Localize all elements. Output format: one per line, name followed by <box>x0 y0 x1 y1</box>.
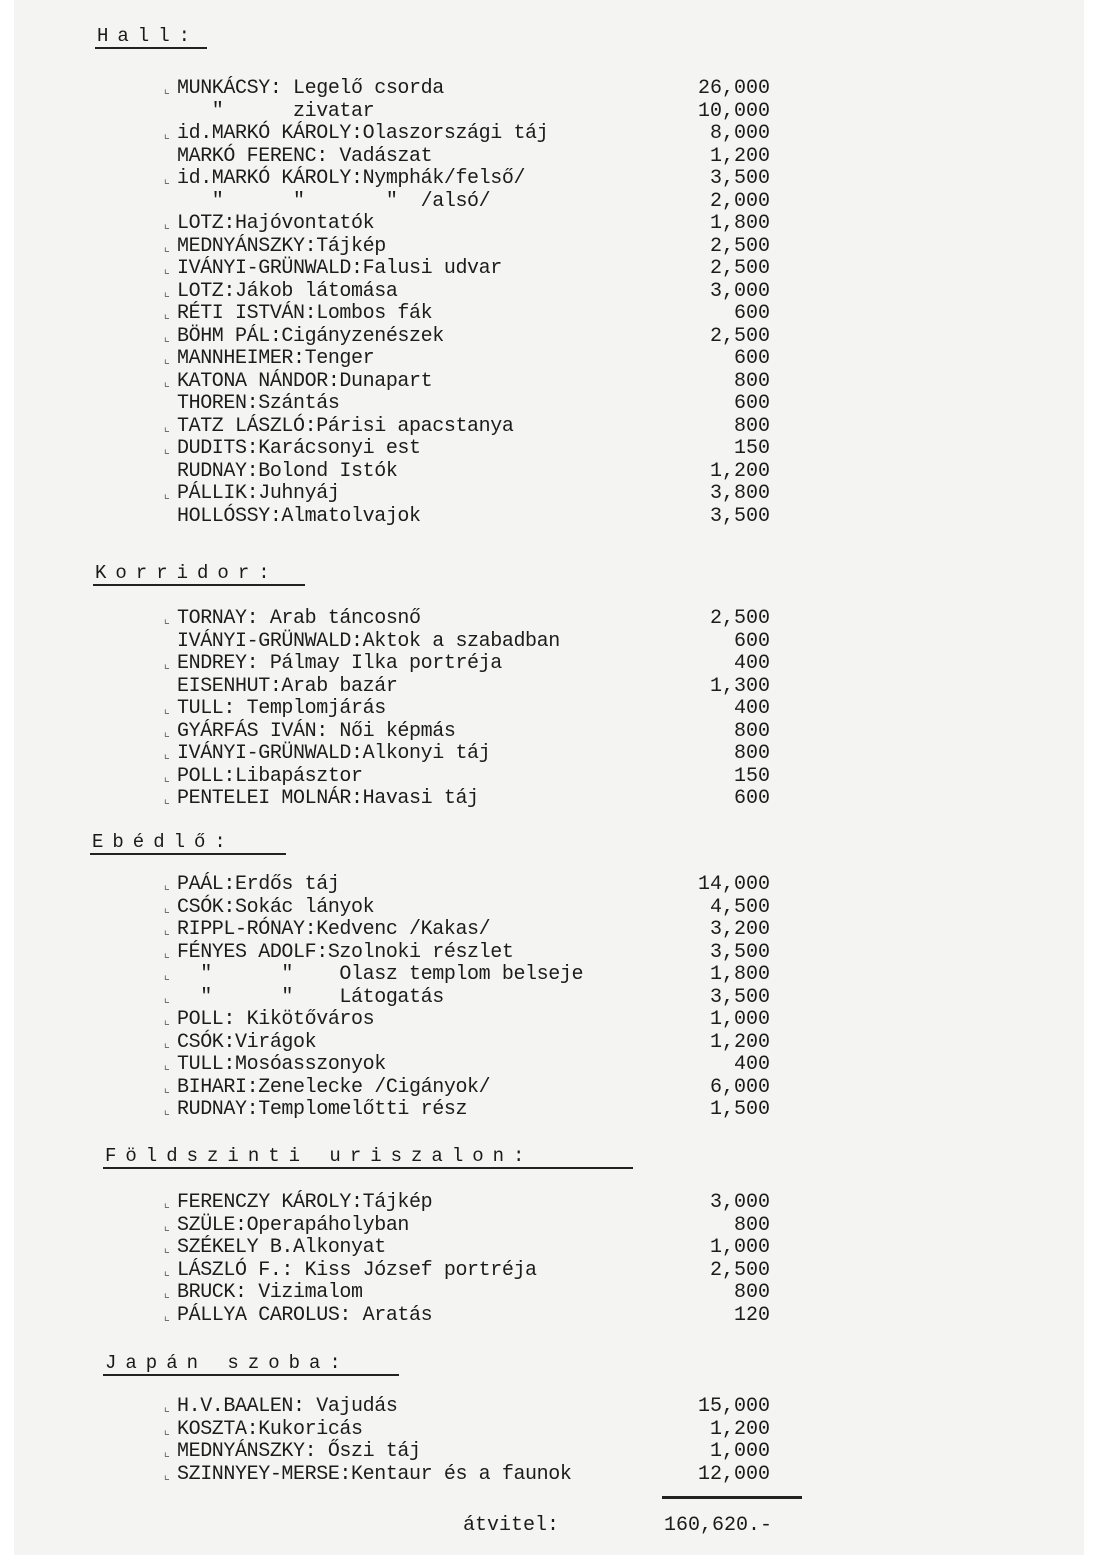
list-item <box>0 608 1100 631</box>
price: 2,000 <box>709 189 770 213</box>
tick-mark-icon: ⌞ <box>163 769 171 785</box>
list-item <box>0 942 1100 965</box>
list-item <box>0 766 1100 789</box>
list-item <box>0 1396 1100 1419</box>
price: 1,500 <box>709 1098 770 1121</box>
price: 600 <box>733 302 770 325</box>
section-underline <box>95 47 207 49</box>
price: 6,000 <box>709 1075 770 1099</box>
tick-mark-icon: ⌞ <box>163 82 171 97</box>
tick-mark-icon: ⌞ <box>163 1308 171 1324</box>
tick-mark-icon: ⌞ <box>163 172 171 187</box>
section-japan-szoba-list <box>0 1396 1100 1486</box>
tick-mark-icon: ⌞ <box>163 1445 171 1460</box>
list-item <box>0 1032 1100 1055</box>
price: 2,500 <box>709 257 770 280</box>
section-title-korridor: Korridor: <box>95 562 279 584</box>
painting-entry: CSÓK:Sokác lányok <box>177 895 375 919</box>
list-item <box>0 483 1100 506</box>
section-underline <box>103 1374 399 1376</box>
tick-mark-icon: ⌞ <box>163 702 171 717</box>
tick-mark-icon: ⌞ <box>163 923 171 938</box>
section-title-foldszinti-uriszalon: Földszinti uriszalon: <box>105 1145 534 1167</box>
list-item <box>0 348 1100 371</box>
list-item <box>0 213 1100 236</box>
list-item <box>0 1282 1100 1305</box>
tick-mark-icon: ⌞ <box>163 900 171 916</box>
price: 3,500 <box>709 167 770 190</box>
list-item <box>0 438 1100 461</box>
list-item <box>0 371 1100 394</box>
list-item <box>0 874 1100 897</box>
price: 150 <box>733 437 770 460</box>
painting-entry: THOREN:Szántás <box>177 392 340 415</box>
price: 800 <box>733 719 770 743</box>
tick-mark-icon: ⌞ <box>163 612 171 627</box>
painting-entry: IVÁNYI-GRÜNWALD:Falusi udvar <box>177 257 502 280</box>
carry-forward-total: 160,620.- <box>664 1514 773 1537</box>
painting-entry: PÁLLYA CAROLUS: Aratás <box>177 1303 433 1327</box>
list-item <box>0 788 1100 811</box>
painting-entry: BÖHM PÁL:Cigányzenészek <box>177 324 444 348</box>
painting-entry: EISENHUT:Arab bazár <box>177 674 398 698</box>
list-item <box>0 168 1100 191</box>
price: 400 <box>733 1053 770 1076</box>
painting-entry: RÉTI ISTVÁN:Lombos fák <box>177 302 433 325</box>
price: 1,200 <box>709 1030 770 1054</box>
tick-mark-icon: ⌞ <box>163 1263 171 1279</box>
price: 2,500 <box>709 1258 770 1282</box>
price: 1,000 <box>709 1440 770 1463</box>
tick-mark-icon: ⌞ <box>163 127 171 142</box>
price: 2,500 <box>709 234 770 258</box>
painting-entry: " " Olasz templom belseje <box>177 963 584 986</box>
price: 1,000 <box>709 1236 770 1259</box>
tick-mark-icon: ⌞ <box>163 1013 171 1028</box>
price: 4,500 <box>709 895 770 919</box>
list-item <box>0 1215 1100 1238</box>
list-item <box>0 258 1100 281</box>
painting-entry: IVÁNYI-GRÜNWALD:Aktok a szabadban <box>177 629 560 653</box>
section-title-ebedlo: Ebédlő: <box>92 831 235 853</box>
price: 1,200 <box>709 459 770 483</box>
price: 800 <box>733 369 770 393</box>
price: 1,200 <box>709 144 770 168</box>
list-item <box>0 281 1100 304</box>
tick-mark-icon: ⌞ <box>163 419 171 435</box>
price: 3,000 <box>709 279 770 303</box>
price: 1,200 <box>709 1417 770 1441</box>
painting-entry: LÁSZLÓ F.: Kiss József portréja <box>177 1258 537 1282</box>
list-item <box>0 78 1100 101</box>
painting-entry: GYÁRFÁS IVÁN: Női képmás <box>177 719 456 743</box>
painting-entry: KOSZTA:Kukoricás <box>177 1417 363 1441</box>
price: 2,500 <box>709 324 770 348</box>
tick-mark-icon: ⌞ <box>163 945 171 961</box>
painting-entry: POLL:Libapásztor <box>177 764 363 788</box>
tick-mark-icon: ⌞ <box>163 487 171 502</box>
section-underline <box>103 1167 633 1169</box>
list-item <box>0 987 1100 1010</box>
price: 600 <box>733 347 770 370</box>
tick-mark-icon: ⌞ <box>163 1035 171 1051</box>
tick-mark-icon: ⌞ <box>163 1103 171 1118</box>
tick-mark-icon: ⌞ <box>163 1241 171 1256</box>
painting-entry: RIPPL-RÓNAY:Kedvenc /Kakas/ <box>177 918 491 941</box>
painting-entry: TORNAY: Arab táncosnő <box>177 607 421 630</box>
price: 1,000 <box>709 1008 770 1031</box>
list-item <box>0 1237 1100 1260</box>
tick-mark-icon: ⌞ <box>163 1218 171 1234</box>
painting-entry: FERENCZY KÁROLY:Tájkép <box>177 1191 433 1214</box>
painting-entry: PAÁL:Erdős táj <box>177 873 340 896</box>
painting-entry: " zivatar <box>177 99 375 123</box>
price: 600 <box>733 392 770 415</box>
price: 1,800 <box>709 212 770 235</box>
price: 10,000 <box>697 99 770 123</box>
list-item <box>0 1077 1100 1100</box>
painting-entry: RUDNAY:Templomelőtti rész <box>177 1098 468 1121</box>
painting-entry: SZÜLE:Operapáholyban <box>177 1213 410 1237</box>
tick-mark-icon: ⌞ <box>163 262 171 277</box>
total-underline <box>662 1496 802 1499</box>
price: 3,200 <box>709 918 770 941</box>
painting-entry: PENTELEI MOLNÁR:Havasi táj <box>177 787 479 810</box>
list-item <box>0 303 1100 326</box>
list-item <box>0 146 1100 169</box>
tick-mark-icon: ⌞ <box>163 442 171 457</box>
tick-mark-icon: ⌞ <box>163 307 171 322</box>
section-title-japan-szoba: Japán szoba: <box>105 1352 350 1374</box>
list-item <box>0 1009 1100 1032</box>
list-item <box>0 919 1100 942</box>
list-item <box>0 1192 1100 1215</box>
price: 1,800 <box>709 963 770 986</box>
list-item <box>0 1419 1100 1442</box>
list-item <box>0 123 1100 146</box>
tick-mark-icon: ⌞ <box>163 239 171 255</box>
painting-entry: TATZ LÁSZLÓ:Párisi apacstanya <box>177 414 514 438</box>
list-item <box>0 897 1100 920</box>
list-item <box>0 326 1100 349</box>
painting-entry: POLL: Kikötőváros <box>177 1008 375 1031</box>
list-item <box>0 1260 1100 1283</box>
price: 14,000 <box>697 873 770 896</box>
painting-entry: SZINNYEY-MERSE:Kentaur és a faunok <box>177 1462 572 1486</box>
list-item <box>0 676 1100 699</box>
list-item <box>0 101 1100 124</box>
tick-mark-icon: ⌞ <box>163 1467 171 1483</box>
tick-mark-icon: ⌞ <box>163 968 171 983</box>
painting-entry: RUDNAY:Bolond Istók <box>177 459 398 483</box>
tick-mark-icon: ⌞ <box>163 1196 171 1211</box>
tick-mark-icon: ⌞ <box>163 878 171 893</box>
list-item <box>0 631 1100 654</box>
painting-entry: ENDREY: Pálmay Ilka portréja <box>177 652 502 675</box>
price: 3,800 <box>709 482 770 505</box>
list-item <box>0 393 1100 416</box>
list-item <box>0 964 1100 987</box>
price: 400 <box>733 697 770 720</box>
painting-entry: SZÉKELY B.Alkonyat <box>177 1236 386 1259</box>
tick-mark-icon: ⌞ <box>163 374 171 390</box>
tick-mark-icon: ⌞ <box>163 990 171 1006</box>
section-title-hall: Hall: <box>97 25 200 47</box>
section-korridor-list <box>0 608 1100 811</box>
painting-entry: BRUCK: Vizimalom <box>177 1281 363 1304</box>
painting-entry: CSÓK:Virágok <box>177 1030 317 1054</box>
section-underline <box>93 584 305 586</box>
list-item <box>0 721 1100 744</box>
price: 3,500 <box>709 985 770 1009</box>
section-underline <box>90 853 286 855</box>
price: 8,000 <box>709 122 770 145</box>
tick-mark-icon: ⌞ <box>163 1286 171 1301</box>
price: 15,000 <box>697 1395 770 1418</box>
price: 3,500 <box>709 940 770 964</box>
price: 600 <box>733 787 770 810</box>
price: 800 <box>733 1213 770 1237</box>
section-uriszalon-list <box>0 1192 1100 1327</box>
price: 150 <box>733 764 770 788</box>
price: 800 <box>733 414 770 438</box>
painting-entry: MARKÓ FERENC: Vadászat <box>177 144 433 168</box>
tick-mark-icon: ⌞ <box>163 352 171 367</box>
price: 12,000 <box>697 1462 770 1486</box>
list-item <box>0 743 1100 766</box>
price: 800 <box>733 742 770 765</box>
price: 600 <box>733 629 770 653</box>
painting-entry: MEDNYÁNSZKY: Őszi táj <box>177 1440 421 1463</box>
painting-entry: H.V.BAALEN: Vajudás <box>177 1395 398 1418</box>
painting-entry: " " Látogatás <box>177 985 444 1009</box>
painting-entry: MEDNYÁNSZKY:Tájkép <box>177 234 386 258</box>
tick-mark-icon: ⌞ <box>163 724 171 740</box>
tick-mark-icon: ⌞ <box>163 329 171 345</box>
tick-mark-icon: ⌞ <box>163 284 171 300</box>
price: 3,000 <box>709 1191 770 1214</box>
tick-mark-icon: ⌞ <box>163 1400 171 1415</box>
section-hall-list <box>0 78 1100 528</box>
price: 1,300 <box>709 674 770 698</box>
painting-entry: IVÁNYI-GRÜNWALD:Alkonyi táj <box>177 742 491 765</box>
painting-entry: KATONA NÁNDOR:Dunapart <box>177 369 433 393</box>
painting-entry: LOTZ:Hajóvontatók <box>177 212 375 235</box>
tick-mark-icon: ⌞ <box>163 657 171 672</box>
list-item <box>0 416 1100 439</box>
price: 400 <box>733 652 770 675</box>
list-item <box>0 1099 1100 1122</box>
list-item <box>0 1305 1100 1328</box>
list-item <box>0 1441 1100 1464</box>
list-item <box>0 698 1100 721</box>
painting-entry: HOLLÓSSY:Almatolvajok <box>177 504 421 528</box>
painting-entry: TULL: Templomjárás <box>177 697 386 720</box>
list-item <box>0 461 1100 484</box>
carry-forward-label: átvitel: <box>463 1514 560 1537</box>
tick-mark-icon: ⌞ <box>163 1058 171 1073</box>
tick-mark-icon: ⌞ <box>163 1422 171 1438</box>
tick-mark-icon: ⌞ <box>163 792 171 807</box>
painting-entry: " " " /alsó/ <box>177 189 491 213</box>
price: 120 <box>733 1303 770 1327</box>
list-item <box>0 506 1100 529</box>
price: 3,500 <box>709 504 770 528</box>
price: 800 <box>733 1281 770 1304</box>
list-item <box>0 653 1100 676</box>
tick-mark-icon: ⌞ <box>163 747 171 762</box>
painting-entry: BIHARI:Zenelecke /Cigányok/ <box>177 1075 491 1099</box>
painting-entry: FÉNYES ADOLF:Szolnoki részlet <box>177 940 514 964</box>
painting-entry: TULL:Mosóasszonyok <box>177 1053 386 1076</box>
painting-entry: MANNHEIMER:Tenger <box>177 347 375 370</box>
painting-entry: DUDITS:Karácsonyi est <box>177 437 421 460</box>
list-item <box>0 1054 1100 1077</box>
list-item <box>0 1464 1100 1487</box>
painting-entry: MUNKÁCSY: Legelő csorda <box>177 77 444 100</box>
price: 2,500 <box>709 607 770 630</box>
section-ebedlo-list <box>0 874 1100 1122</box>
list-item <box>0 236 1100 259</box>
painting-entry: id.MARKÓ KÁROLY:Nymphák/felső/ <box>177 167 526 190</box>
painting-entry: LOTZ:Jákob látomása <box>177 279 398 303</box>
painting-entry: PÁLLIK:Juhnyáj <box>177 482 340 505</box>
price: 26,000 <box>697 77 770 100</box>
tick-mark-icon: ⌞ <box>163 1080 171 1096</box>
tick-mark-icon: ⌞ <box>163 217 171 232</box>
list-item <box>0 191 1100 214</box>
painting-entry: id.MARKÓ KÁROLY:Olaszországi táj <box>177 122 549 145</box>
